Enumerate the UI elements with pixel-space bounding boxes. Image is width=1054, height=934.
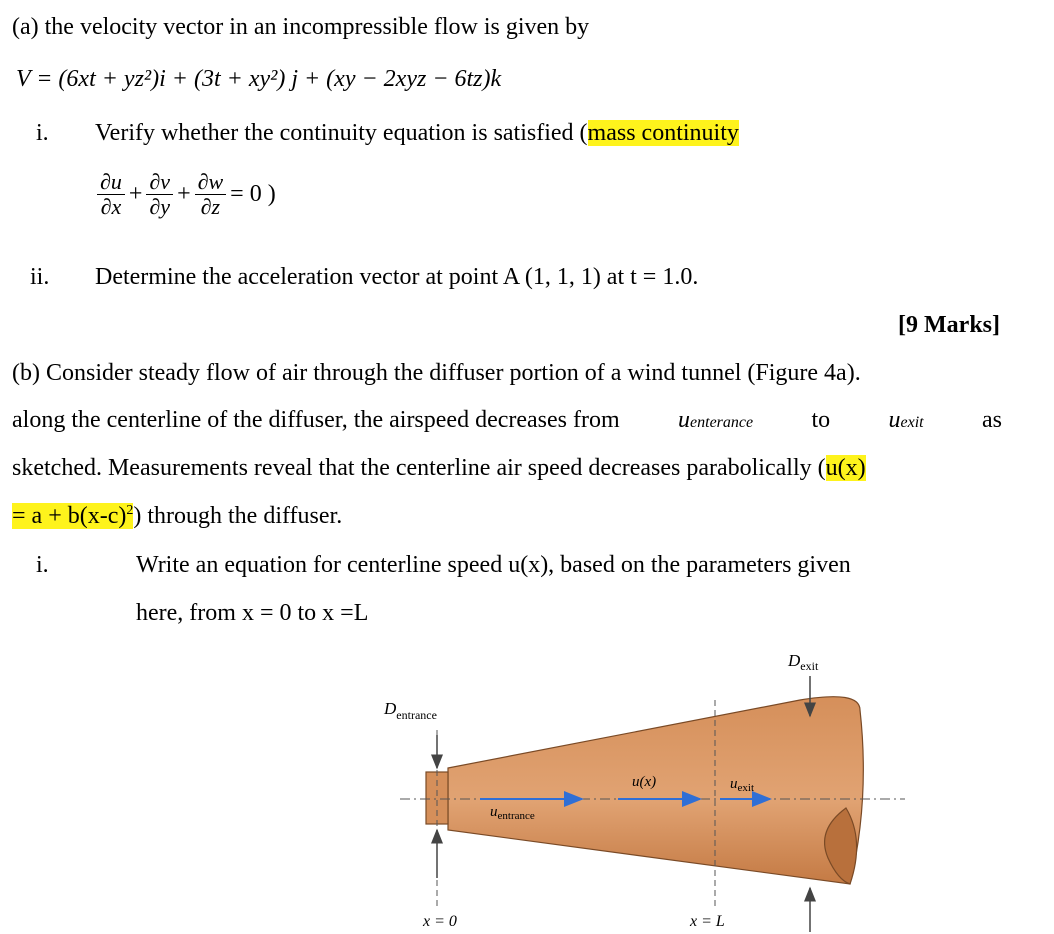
u-exit: uexit — [888, 407, 924, 433]
u-enterance: uenterance — [678, 407, 754, 433]
part-b-line2: along the centerline of the diffuser, the airspeed decreases from uenterance to uexit as — [12, 407, 1002, 433]
fraction-dw-dz: $\frac{\partial w}{\partial z}$ — [195, 170, 227, 219]
continuity-equation: $\frac{\partial u}{\partial x}$ + $\frac{\partial v}{\partial y}$ + $\frac{\partial w}{\partial z}$ = 0 ) — [95, 170, 278, 219]
part-b-item-i-text: Write an equation for centerline speed u(x), based on the parameters given — [136, 552, 851, 578]
entrance-flange — [426, 772, 448, 824]
part-a-item-ii-text: Determine the acceleration vector at point A (1, 1, 1) at t = 1.0. — [95, 264, 699, 290]
item-i-text: Verify whether the continuity equation is satisfied ( — [95, 120, 588, 146]
u-of-x-highlight: u(x) — [825, 455, 866, 481]
diffuser-body — [448, 697, 863, 884]
velocity-equation: V = (6xt + yz²)i + (3t + xy²) j + (xy − 2xyz − 6tz)k — [16, 66, 502, 92]
part-a-item-ii-number: ii. — [30, 264, 50, 290]
part-b-item-i-text2: here, from x = 0 to x =L — [136, 600, 369, 626]
part-a-item-i-number: i. — [36, 120, 49, 146]
d-exit-label: $D_{exit}$ — [788, 651, 819, 673]
parabola-highlight: = $a + b(x-c)^2$ — [12, 503, 134, 529]
part-b-line1: (b) Consider steady flow of air through the diffuser portion of a wind tunnel (Figure 4a). — [12, 360, 861, 386]
part-b-line4: = $a + b(x-c)^2$) through the diffuser. — [12, 503, 343, 529]
xL-label: x = L — [690, 913, 725, 930]
diffuser-figure — [360, 640, 920, 934]
u-exit-label: $u_{exit}$ — [730, 776, 754, 794]
d-entrance-label: $D_{entrance}$ — [384, 699, 437, 722]
u-x-label: u(x) — [632, 774, 657, 790]
fraction-dv-dy: $\frac{\partial v}{\partial y}$ — [146, 170, 173, 219]
part-a-item-i-text — [95, 120, 739, 147]
u-entrance-label: $u_{entrance}$ — [490, 804, 535, 822]
marks-label: [9 Marks] — [898, 312, 1000, 338]
part-b-line3: sketched. Measurements reveal that the centerline air speed decreases parabolically (u(x) — [12, 455, 866, 481]
mass-continuity-highlight: mass continuity — [587, 120, 739, 146]
fraction-du-dx: $\frac{\partial u}{\partial x}$ — [97, 170, 125, 219]
x0-label: x = 0 — [423, 913, 457, 930]
part-a-intro: (a) the velocity vector in an incompressible flow is given by — [12, 14, 590, 40]
part-b-item-i-number: i. — [36, 552, 49, 578]
